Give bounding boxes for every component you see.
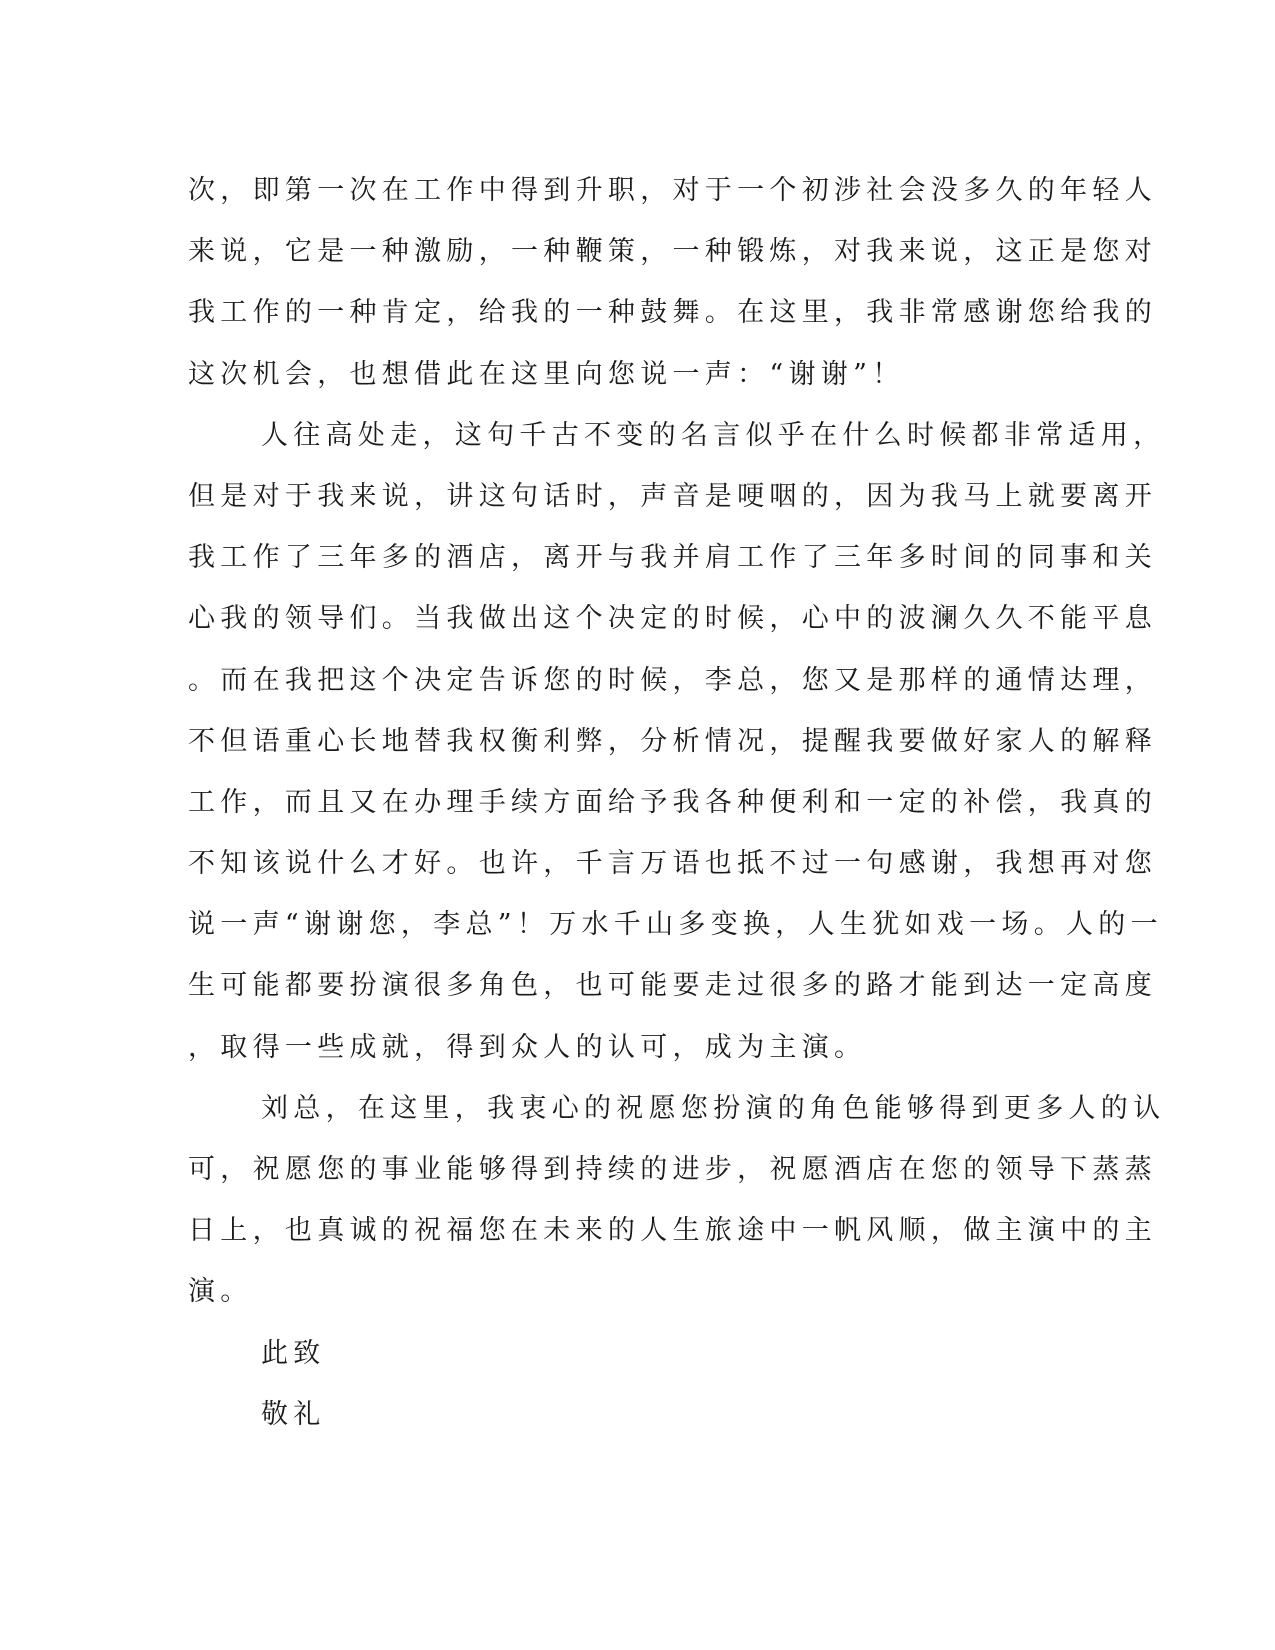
text-line: 次，即第一次在工作中得到升职，对于一个初涉社会没多久的年轻人 (188, 175, 1157, 206)
text-line: 日上，也真诚的祝福您在未来的人生旅途中一帆风顺，做主演中的主 (188, 1215, 1157, 1247)
text-line: 不知该说什么才好。也许，千言万语也抵不过一句感谢，我想再对您 (188, 848, 1157, 880)
text-line: 可，祝愿您的事业能够得到持续的进步，祝愿酒店在您的领导下蒸蒸 (188, 1154, 1157, 1185)
text-line: 说一声“谢谢您，李总”！万水千山多变换，人生犹如戏一场。人的一 (188, 909, 1163, 941)
text-line: 。而在我把这个决定告诉您的时候，李总，您又是那样的通情达理， (188, 664, 1157, 696)
text-line: 生可能都要扮演很多角色，也可能要走过很多的路才能到达一定高度 (188, 970, 1157, 1002)
text-line: 但是对于我来说，讲这句话时，声音是哽咽的，因为我马上就要离开 (188, 480, 1157, 512)
text-line: 我工作的一种肯定，给我的一种鼓舞。在这里，我非常感谢您给我的 (188, 297, 1157, 329)
text-line: 工作，而且又在办理手续方面给予我各种便利和一定的补偿，我真的 (188, 786, 1157, 818)
letter-body (188, 160, 1166, 1445)
closing-salutation: 此致 (261, 1337, 326, 1369)
text-line: 心我的领导们。当我做出这个决定的时候，心中的波澜久久不能平息 (188, 603, 1157, 635)
text-line: ，取得一些成就，得到众人的认可，成为主演。 (188, 1031, 867, 1063)
paragraph-start-line: 刘总，在这里，我衷心的祝愿您扮演的角色能够得到更多人的认 (261, 1092, 1166, 1124)
text-line: 这次机会，也想借此在这里向您说一声：“谢谢”！ (188, 358, 905, 390)
paragraph-start-line: 人往高处走，这句千古不变的名言似乎在什么时候都非常适用， (261, 419, 1166, 451)
text-line: 来说，它是一种激励，一种鞭策，一种锻炼，对我来说，这正是您对 (188, 236, 1157, 268)
text-line: 演。 (188, 1276, 253, 1308)
text-line: 不但语重心长地替我权衡利弊，分析情况，提醒我要做好家人的解释 (188, 725, 1157, 757)
text-line: 我工作了三年多的酒店，离开与我并肩工作了三年多时间的同事和关 (188, 542, 1157, 574)
closing-regards: 敬礼 (261, 1398, 326, 1430)
